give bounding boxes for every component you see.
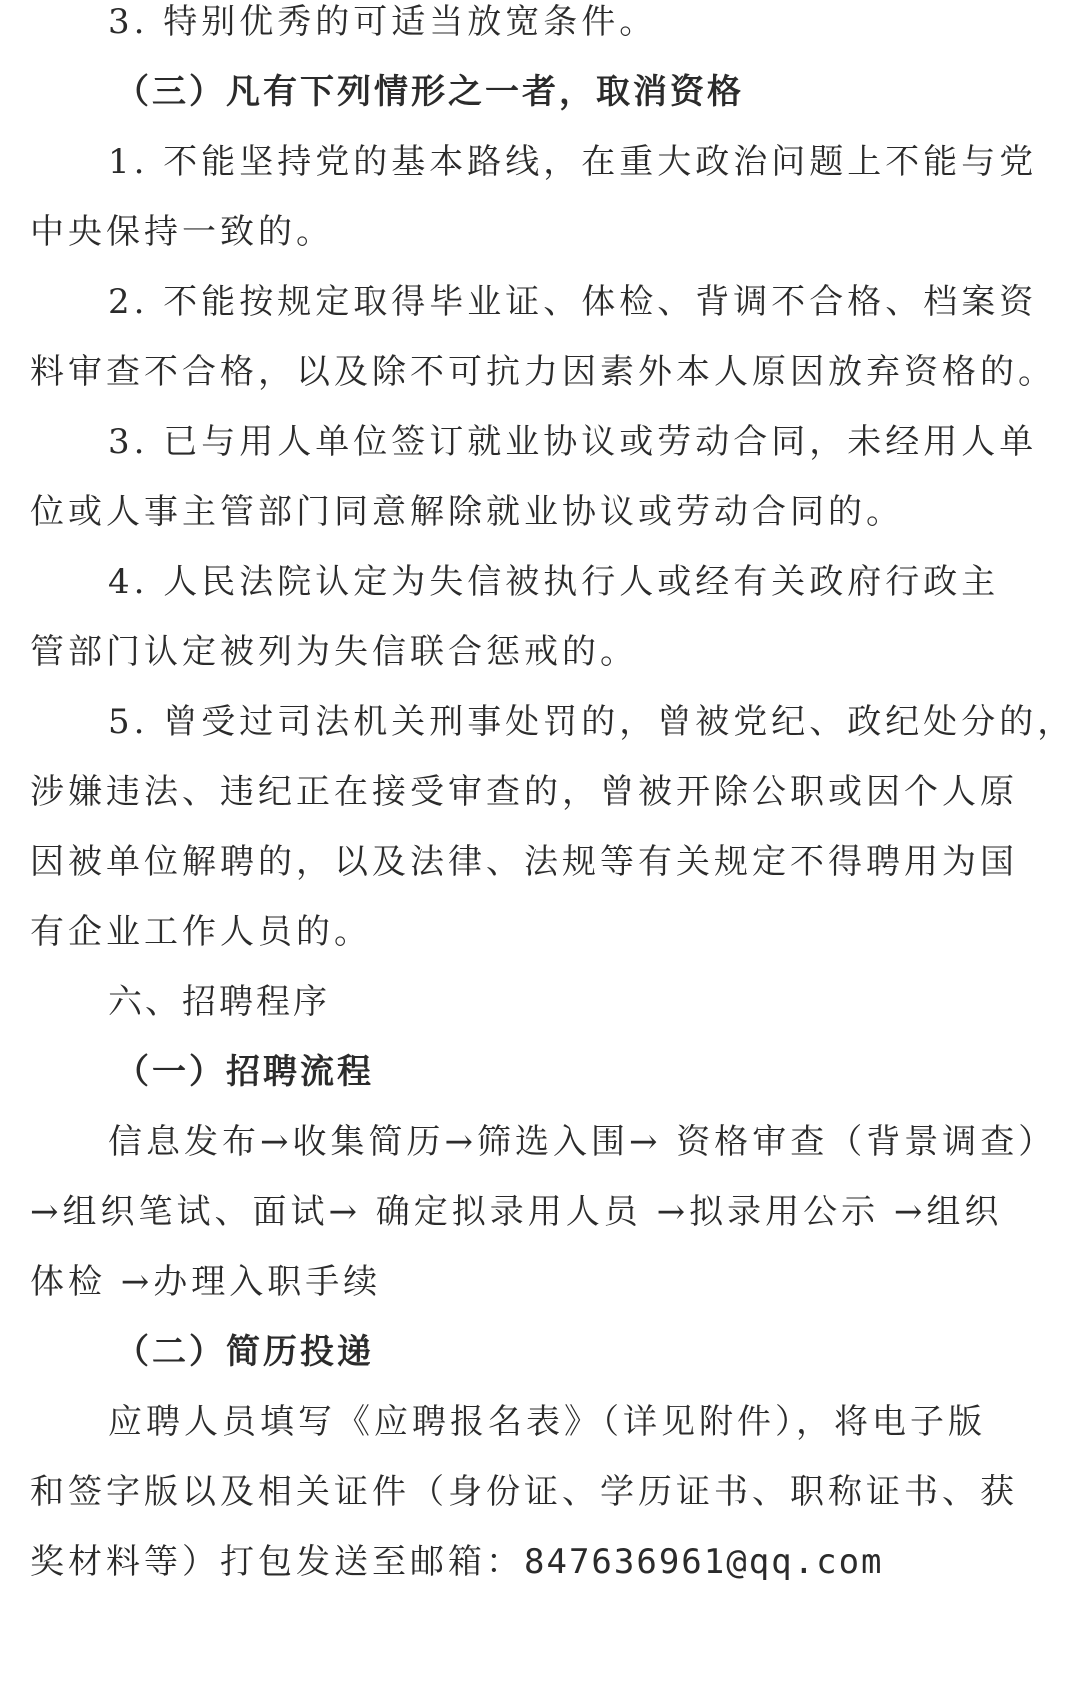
section-heading-recruitment-procedure: 六、招聘程序 <box>108 982 330 1022</box>
disqualify-item-4-line-2: 管部门认定被列为失信联合惩戒的。 <box>30 632 638 672</box>
disqualify-item-2-line-2: 料审查不合格，以及除不可抗力因素外本人原因放弃资格的。 <box>30 352 1056 392</box>
disqualify-item-5-line-4: 有企业工作人员的。 <box>30 912 372 952</box>
disqualify-item-3-line-1: 3. 已与用人单位签订就业协议或劳动合同，未经用人单 <box>108 422 1038 462</box>
submission-line-1: 应聘人员填写《应聘报名表》（详见附件），将电子版 <box>108 1402 986 1442</box>
disqualify-item-3-line-2: 位或人事主管部门同意解除就业协议或劳动合同的。 <box>30 492 904 532</box>
submission-line-2: 和签字版以及相关证件（身份证、学历证书、职称证书、获 <box>30 1472 1018 1512</box>
disqualify-item-5-line-1: 5. 曾受过司法机关刑事处罚的，曾被党纪、政纪处分的， <box>108 702 1076 742</box>
submission-line-3 <box>30 1525 884 1600</box>
disqualify-item-1-line-1: 1. 不能坚持党的基本路线，在重大政治问题上不能与党 <box>108 142 1038 182</box>
submission-line-3-text: 奖材料等）打包发送至邮箱： <box>30 1542 524 1582</box>
disqualify-item-5-line-2: 涉嫌违法、违纪正在接受审查的，曾被开除公职或因个人原 <box>30 772 1018 812</box>
disqualify-item-2-line-1: 2. 不能按规定取得毕业证、体检、背调不合格、档案资 <box>108 282 1038 322</box>
process-flow-line-2: →组织笔试、面试→ 确定拟录用人员 →拟录用公示 →组织 <box>30 1192 1003 1232</box>
subheading-disqualification: （三）凡有下列情形之一者，取消资格 <box>115 72 744 112</box>
process-flow-line-3: 体检 →办理入职手续 <box>30 1262 382 1302</box>
list-item-3-exceptional: 3. 特别优秀的可适当放宽条件。 <box>108 2 658 42</box>
disqualify-item-4-line-1: 4. 人民法院认定为失信被执行人或经有关政府行政主 <box>108 562 1000 602</box>
email-address: 847636961@qq.com <box>524 1542 884 1582</box>
subheading-recruitment-process: （一）招聘流程 <box>115 1052 374 1092</box>
disqualify-item-1-line-2: 中央保持一致的。 <box>30 212 334 252</box>
subheading-resume-submission: （二）简历投递 <box>115 1332 374 1372</box>
process-flow-line-1: 信息发布→收集简历→筛选入围→ 资格审查（背景调查） <box>108 1122 1057 1162</box>
disqualify-item-5-line-3: 因被单位解聘的，以及法律、法规等有关规定不得聘用为国 <box>30 842 1018 882</box>
